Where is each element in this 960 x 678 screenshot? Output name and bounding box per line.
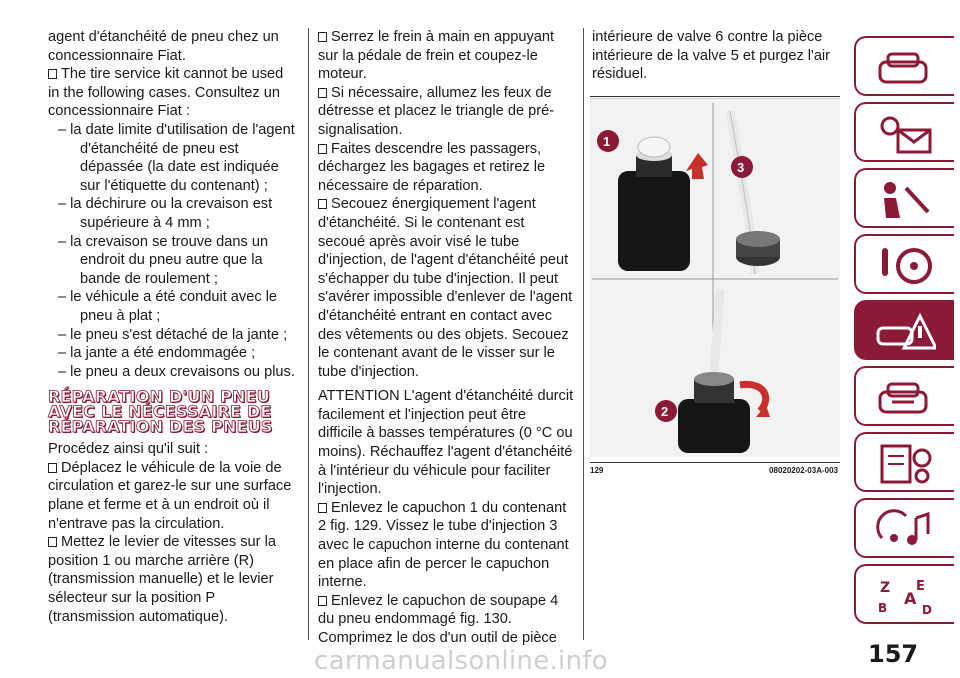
bullet-square-icon — [318, 144, 327, 154]
emergency-icon — [876, 310, 936, 354]
bullet-square-icon — [318, 503, 327, 513]
multimedia-icon — [876, 508, 936, 552]
bullet-item — [48, 65, 298, 121]
figure-image — [590, 98, 840, 457]
bullet-square-icon — [318, 32, 327, 42]
bullet-square-icon — [318, 596, 327, 606]
driving-steering-icon — [876, 244, 936, 288]
technical-data-icon — [876, 442, 936, 486]
callout-3: 3 — [737, 160, 745, 175]
list-item: – la déchirure ou la crevaison est supérieure à 4 mm ; — [58, 196, 273, 231]
bullet-text: Si nécessaire, allumez les feux de détresse et placez le triangle de pré-signalisation. — [318, 84, 555, 138]
figure-caption — [590, 462, 840, 477]
svg-text:Z: Z — [880, 580, 891, 596]
tab-index[interactable] — [854, 564, 954, 624]
list-item: – la date limite d'utilisation de l'agent d'étanchéité de pneu est dépassée (la date est indiquée sur l'étiquette du contenant) ; — [58, 121, 295, 194]
tab-multimedia[interactable] — [854, 498, 954, 558]
list-item: – le pneu s'est détaché de la jante ; — [58, 326, 288, 343]
page-number: 157 — [868, 640, 919, 668]
list-item: – la jante a été endommagée ; — [58, 345, 256, 362]
bullet-text: Serrez le frein à main en appuyant sur la pédale de frein et coupez-le moteur. — [318, 29, 555, 83]
warning-lights-icon — [876, 112, 936, 156]
bullet-square-icon — [48, 69, 57, 79]
bullet-text: Enlevez le capuchon de soupape 4 du pneu endommagé fig. 130. Comprimez le dos d'un outil de pièce — [318, 592, 559, 646]
column-divider — [308, 28, 309, 640]
svg-text:D: D — [922, 603, 932, 617]
index-icon — [876, 574, 936, 618]
svg-text:B: B — [878, 601, 888, 615]
bullet-text: Mettez le levier de vitesses sur la position 1 ou marche arrière (R) (transmission manuelle) et le levier sélecteur sur la position P (transmission automatique). — [48, 534, 276, 625]
watermark: carmanualsonline.info — [314, 646, 609, 676]
bullet-text: Faites descendre les passagers, déchargez les bagages et retirez le nécessaire de réparation. — [318, 140, 546, 194]
bullet-text: Déplacez le véhicule de la voie de circulation et garez-le sur une surface plane et ferme et à un endroit où il n'entrave pas la circulation. — [48, 459, 292, 532]
tab-warning-lights[interactable] — [854, 102, 954, 162]
maintenance-car-icon — [876, 376, 936, 420]
bullet-text: Secouez énergiquement l'agent d'étanchéité. Si le contenant est secoué après avoir visé le tube d'injection, de l'agent d'étanchéité peut s'échapper du tube d'injection. Il peut s'avérer impossible d'enlever de l'agent d'étanchéité entrant en contact avec des vêtements ou des objets. Secouez le contenant avant de le visser sur le tube d'injection. — [318, 196, 573, 380]
bullet-item — [48, 459, 298, 533]
bullet-item — [48, 533, 298, 626]
svg-text:A: A — [904, 589, 917, 608]
figure-reference: 08020202-03A-003 — [769, 466, 838, 475]
bullet-item — [318, 84, 574, 140]
paragraph: intérieure de valve 6 contre la pièce intérieure de la valve 5 et purgez l'air résiduel. — [592, 29, 831, 83]
column-left — [48, 28, 298, 626]
tab-driving[interactable] — [854, 234, 954, 294]
bullet-text: Enlevez le capuchon 1 du contenant 2 fig. 129. Vissez le tube d'injection 3 avec le capuchon interne du contenant en place afin de percer le capuchon interne. — [318, 499, 569, 591]
tab-emergency[interactable] — [854, 300, 954, 360]
car-dashboard-icon — [876, 46, 936, 90]
bullet-item — [318, 140, 574, 196]
figure-number: 129 — [590, 466, 604, 475]
bullet-item — [318, 499, 574, 592]
list-item: – la crevaison se trouve dans un endroit du pneu autre que la bande de roulement ; — [58, 233, 269, 287]
column-middle — [318, 28, 574, 648]
callout-1: 1 — [603, 134, 611, 149]
tab-technical-data[interactable] — [854, 432, 954, 492]
bullet-item — [318, 592, 574, 648]
bullet-square-icon — [48, 537, 57, 547]
bullet-text: The tire service kit cannot be used in the following cases. Consultez un concessionnaire Fiat : — [48, 66, 284, 120]
list-item: – le véhicule a été conduit avec le pneu à plat ; — [58, 289, 278, 324]
sealant-kit-illustration — [590, 99, 840, 457]
tab-safety[interactable] — [854, 168, 954, 228]
bullet-item — [318, 28, 574, 84]
section-heading: RÉPARATION D'UN PNEU AVEC LE NÉCESSAIRE DE RÉPARATION DES PNEUS — [48, 387, 273, 437]
paragraph: Procédez ainsi qu'il suit : — [48, 441, 209, 458]
svg-text:E: E — [916, 579, 925, 594]
bullet-square-icon — [318, 199, 327, 209]
bullet-item — [318, 195, 574, 381]
figure-129 — [590, 96, 840, 456]
safety-airbag-icon — [876, 178, 936, 222]
list-item: – le pneu a deux crevaisons ou plus. — [58, 363, 295, 380]
column-right — [592, 28, 838, 84]
bullet-square-icon — [48, 463, 57, 473]
paragraph: agent d'étanchéité de pneu chez un concessionnaire Fiat. — [48, 29, 279, 64]
bullet-square-icon — [318, 88, 327, 98]
column-divider — [583, 28, 584, 640]
tab-car-dashboard[interactable] — [854, 36, 954, 96]
tab-maintenance[interactable] — [854, 366, 954, 426]
warning-paragraph: ATTENTION L'agent d'étanchéité durcit facilement et l'injection peut être difficile à basses températures (0 °C ou moins). Réchauffez l'agent d'étanchéité à l'intérieur du véhicule pour faciliter l'injection. — [318, 388, 574, 498]
callout-2: 2 — [661, 404, 669, 419]
